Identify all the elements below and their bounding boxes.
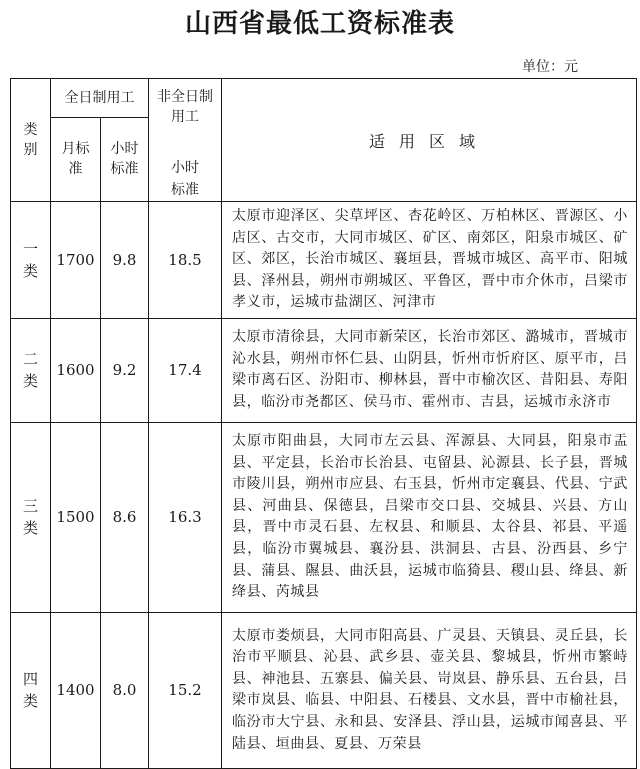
monthly-cell: 1700: [51, 202, 101, 319]
header-parttime-cell: [149, 79, 222, 202]
header-hourly: 小时标准: [110, 141, 139, 178]
parttime-hourly-cell: 17.4: [149, 318, 222, 422]
header-fulltime: 全日制用工: [51, 79, 149, 118]
table-row: [11, 202, 637, 319]
page-title: 山西省最低工资标准表: [184, 9, 455, 39]
hourly-cell: 9.2: [101, 318, 149, 422]
monthly-cell: 1600: [51, 318, 101, 422]
monthly-cell: 1500: [51, 422, 101, 612]
header-monthly-cell: [51, 117, 101, 201]
table-row: [11, 422, 637, 612]
header-category-cell: [11, 79, 51, 202]
header-parttime: 非全日制用工: [157, 89, 213, 125]
category-label: 三类: [22, 497, 38, 538]
parttime-hourly-cell: 16.3: [149, 422, 222, 612]
hourly-cell: 8.6: [101, 422, 149, 612]
table-row: [11, 318, 637, 422]
hourly-cell: 8.0: [101, 612, 149, 768]
header-row-1: [11, 79, 637, 118]
monthly-cell: 1400: [51, 612, 101, 768]
category-label: 二类: [22, 350, 38, 391]
category-cell: [11, 202, 51, 319]
header-hourly-cell: [101, 117, 149, 201]
header-region: 适用区域: [222, 79, 637, 202]
parttime-hourly-cell: 15.2: [149, 612, 222, 768]
category-label: 一类: [22, 239, 38, 280]
region-cell: 太原市迎泽区、尖草坪区、杏花岭区、万柏林区、晋源区、小店区、古交市，大同市城区、矿区、南郊区，阳泉市城区、矿区、郊区，长治市城区、襄垣县，晋城市城区、高平市、阳城县、泽州县，朔州市朔城区、平鲁区，晋中市介休市，吕梁市孝义市，运城市盐湖区、河津市: [222, 202, 637, 319]
header-monthly: 月标准: [61, 141, 90, 178]
category-cell: [11, 612, 51, 768]
region-cell: 太原市清徐县，大同市新荣区，长治市郊区、潞城市，晋城市沁水县，朔州市怀仁县、山阴县，忻州市忻府区、原平市，吕梁市离石区、汾阳市、柳林县，晋中市榆次区、昔阳县、寿阳县，临汾市尧都区、侯马市、霍州市、吉县，运城市永济市: [222, 318, 637, 422]
region-cell: 太原市娄烦县，大同市阳高县、广灵县、天镇县、灵丘县，长治市平顺县、沁县、武乡县、壶关县、黎城县，忻州市繁峙县、神池县、五寨县、偏关县、岢岚县、静乐县、五台县，吕梁市岚县、临县、中阳县、石楼县、文水县，晋中市榆社县，临汾市大宁县、永和县、安泽县、浮山县，运城市闻喜县、平陆县、垣曲县、夏县、万荣县: [222, 612, 637, 768]
category-cell: [11, 422, 51, 612]
unit-label: 单位：元: [522, 59, 578, 75]
wage-table: [10, 78, 637, 769]
hourly-cell: 9.8: [101, 202, 149, 319]
header-category: 类别: [23, 122, 38, 158]
category-label: 四类: [22, 670, 38, 711]
parttime-hourly-cell: 18.5: [149, 202, 222, 319]
category-cell: [11, 318, 51, 422]
table-row: [11, 612, 637, 768]
region-cell: 太原市阳曲县，大同市左云县、浑源县、大同县，阳泉市盂县、平定县，长治市长治县、屯留县、沁源县、长子县，晋城市陵川县，朔州市应县、右玉县，忻州市定襄县、代县、宁武县、河曲县、保德县，吕梁市交口县、交城县、兴县、方山县，晋中市灵石县、左权县、和顺县、太谷县、祁县、平遥县，临汾市翼城县、襄汾县、洪洞县、古县、汾西县、乡宁县、蒲县、隰县、曲沃县，运城市临猗县、稷山县、绛县、新绛县、芮城县: [222, 422, 637, 612]
header-parttime-hourly: 小时标准: [171, 160, 199, 198]
